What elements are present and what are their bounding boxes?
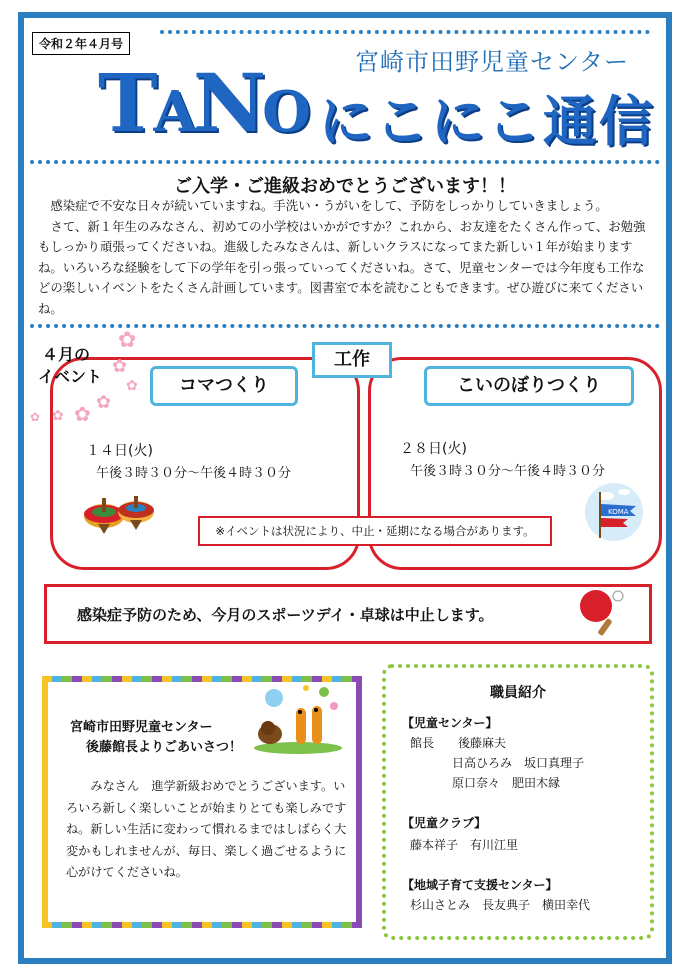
logo-tano [98,56,307,152]
dotted-rule-1 [30,160,660,164]
event-date-koinobori: ２８日(火) [400,441,467,457]
sakura-flower-icon: ✿ [96,392,112,413]
director-greeting-body [66,776,356,884]
logo-o: O [262,79,307,145]
sakura-flower-icon: ✿ [118,328,137,353]
organization-name: 宮崎市田野児童センター [355,48,630,76]
event-time-koma: 午後３時３０分～午後４時３０分 [96,466,292,481]
sports-day-notice-box [44,584,652,644]
staff-line: 館長 後藤麻夫 [410,736,507,750]
events-heading [38,344,102,388]
sakura-flower-icon: ✿ [52,408,64,424]
event-date-koma: １４日(火) [86,443,153,459]
director-greeting-title1: 宮崎市田野児童センター [70,720,213,735]
event-category-label: 工作 [312,342,392,378]
staff-section-center: 【児童センター】 [402,716,498,730]
event-notice: ※イベントは状況により、中止・延期になる場合があります。 [198,516,552,546]
greeting-body [38,196,654,319]
koinobori-icon [584,482,644,542]
staff-line: 杉山さとみ 長友典子 横田幸代 [410,898,591,912]
logo-nikoniko-tsushin: にこにこ通信 [318,90,655,153]
top-dotted-rule [160,30,650,34]
sakura-flower-icon: ✿ [74,402,91,426]
issue-date-badge: 令和２年４月号 [32,32,130,55]
greeting-paragraph-1: 感染症で不安な日々が続いていますね。手洗い・うがいをして、予防をしっかりしていきましょう。 [50,198,608,213]
staff-introduction-box [382,664,654,940]
director-greeting-title2: 後藤館長よりごあいさつ！ [86,740,243,755]
animals-illustration-icon [248,684,348,756]
staff-line: 藤本祥子 有川江里 [410,838,519,852]
event-time-koinobori: 午後３時３０分～午後４時３０分 [410,464,606,479]
ping-pong-paddle-icon [578,588,626,642]
event-title-koinobori: こいのぼりつくり [424,366,634,406]
sports-day-notice: 感染症予防のため、今月のスポーツデイ・卓球は中止します。 [77,606,494,624]
logo-t: T [98,56,154,150]
staff-title: 職員紹介 [490,685,546,701]
staff-section-support: 【地域子育て支援センター】 [402,878,558,892]
koinobori-flag-text: KOMA [608,508,629,516]
sakura-flower-icon: ✿ [126,378,138,394]
sakura-flower-icon: ✿ [30,410,41,424]
greeting-paragraph-2: さて、新１年生のみなさん、初めての小学校はいかがですか？これから、お友達をたくさん作って、お勉強もしっかり頑張ってくださいね。進級したみなさんは、新しいクラスになってまた新しい１年が始まりますね。いろいろな経験をして下の学年を引っ張っていってくださいね。さて、児童センターでは今年度も工作などの楽しいイベントをたくさん計画しています。図書室で本を読むこともできます。ぜひ遊びに来てくださいね。 [38,218,646,316]
event-title-koma: コマつくり [150,366,298,406]
spinning-top-icon [80,494,160,544]
events-heading-line2: イベント [38,367,103,386]
events-heading-line1: ４月の [42,345,91,364]
greeting-title: ご入学・ご進級おめでとうございます！！ [174,176,516,197]
director-greeting-text: みなさん 進学新級おめでとうございます。いろいろ新しく楽しいことが始まりとても楽しみですね。新しい生活に変わって慣れるまではしばらく大変かもしれませんが、毎日、楽しく過ごせるように心がけてくださいね。 [66,779,347,879]
sakura-flower-icon: ✿ [112,356,128,377]
staff-line: 日高ひろみ 坂口真理子 [452,756,585,770]
staff-line: 原口奈々 肥田木縁 [452,776,561,790]
logo-a: A [153,79,193,145]
staff-section-club: 【児童クラブ】 [402,816,487,830]
logo-n: N [192,56,263,150]
